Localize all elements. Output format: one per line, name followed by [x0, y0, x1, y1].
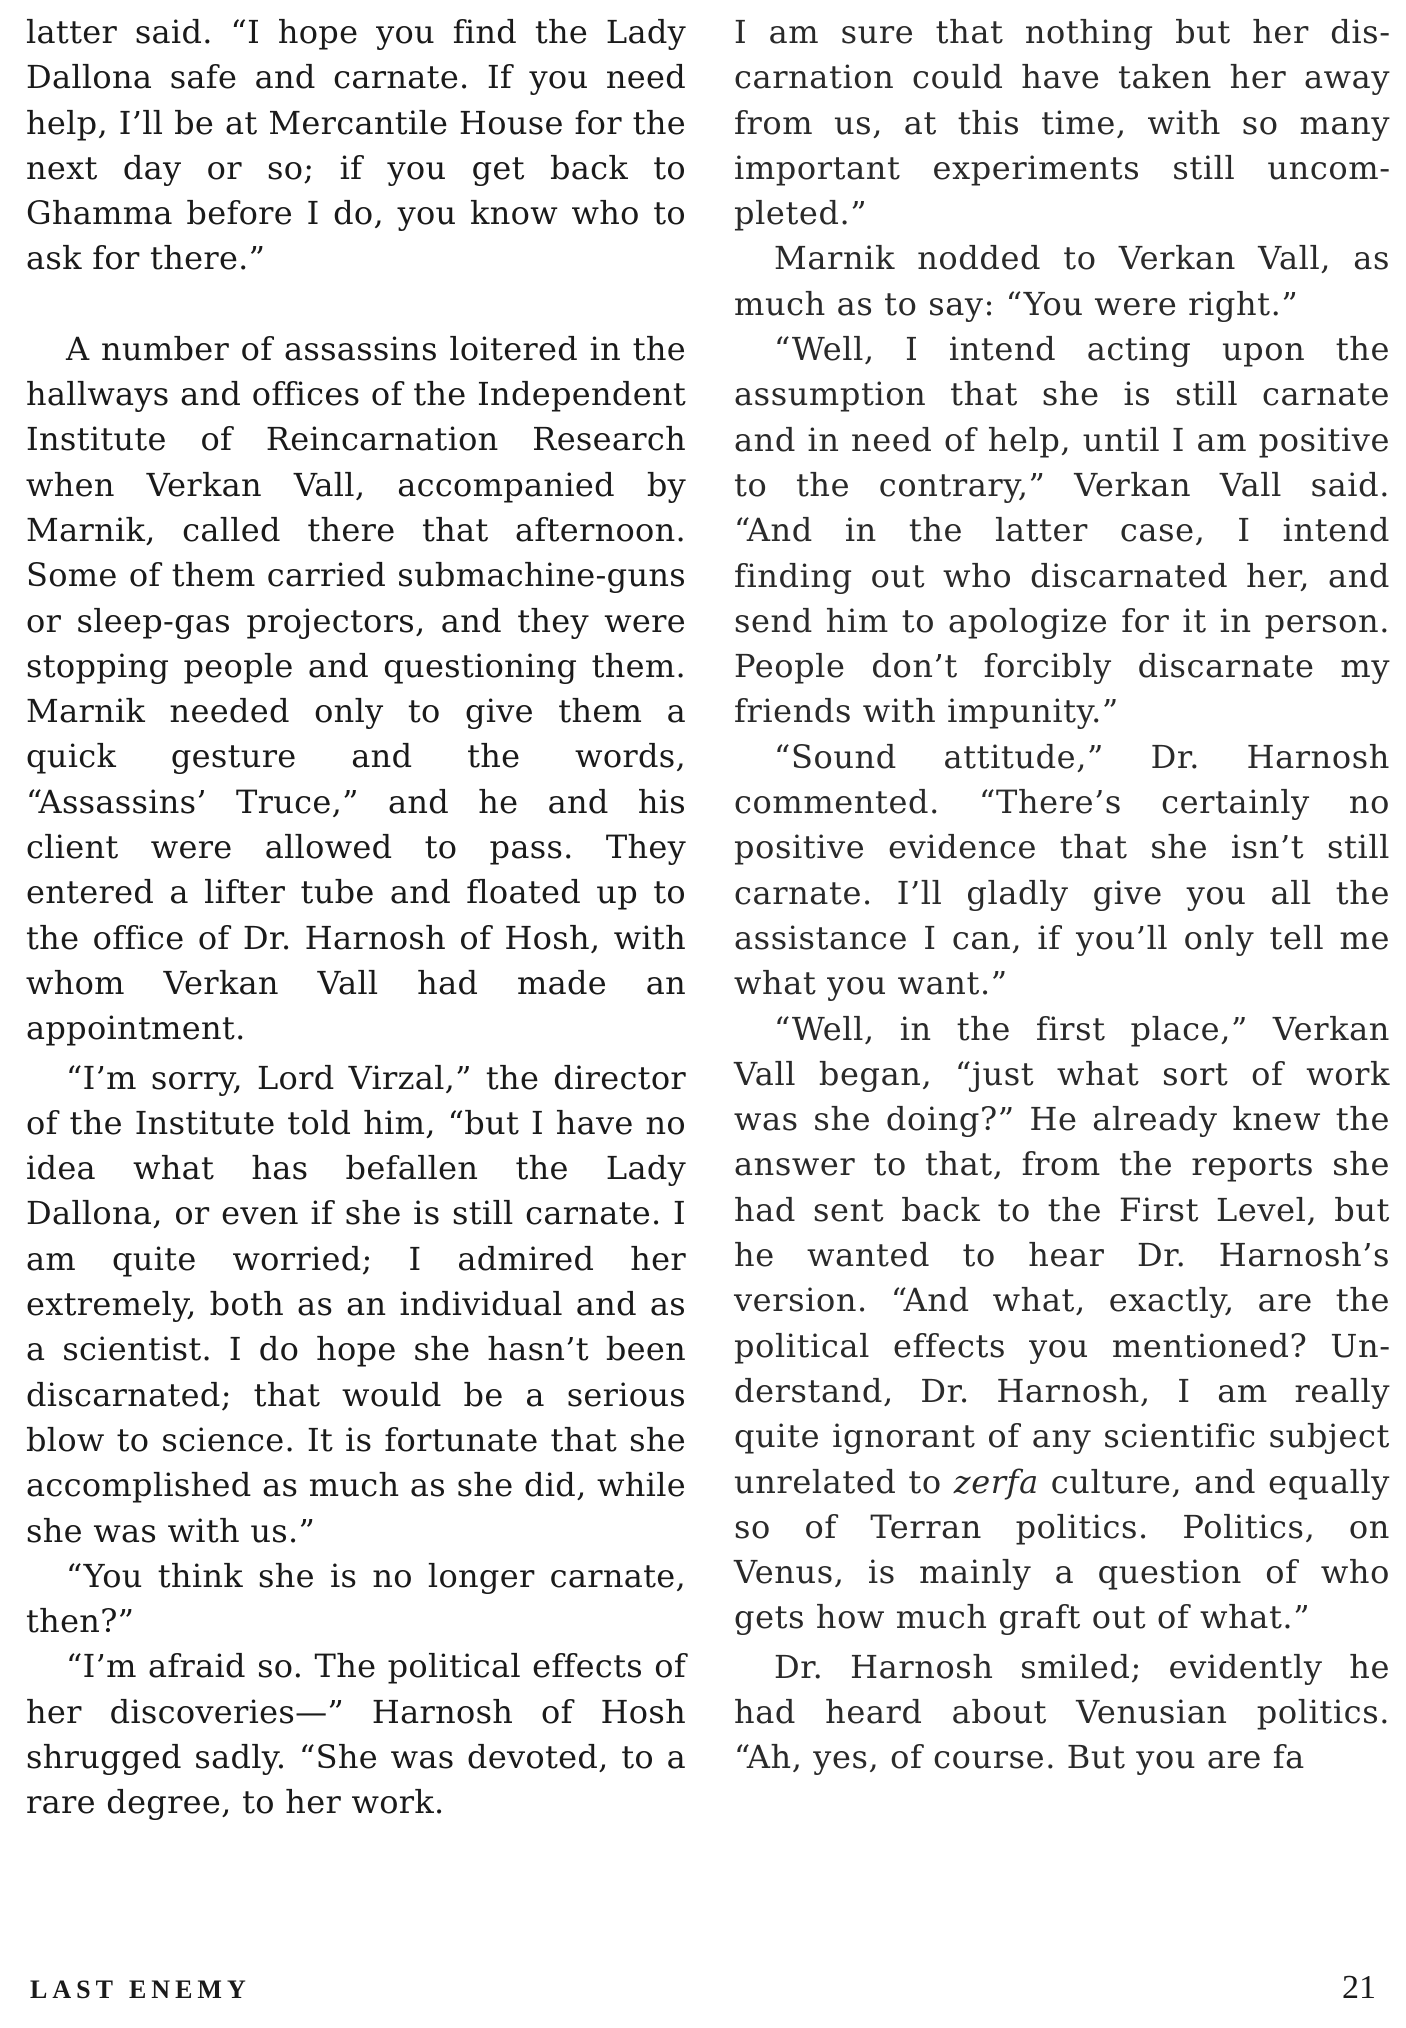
running-title: LAST ENEMY [30, 1975, 251, 2004]
paragraph: Marnik nodded to Verkan Vall, as much as to say: “You were right.” [734, 239, 1390, 323]
paragraph [734, 1007, 1390, 1641]
paragraph: I am sure that nothing but her discarnation could have taken her away from us, at this time, with so many important experiments still uncompleted.” [734, 13, 1390, 233]
right-column [734, 10, 1390, 1781]
page-footer [30, 1969, 1386, 2015]
paragraph-text: “Well, in the first place,” Verkan Vall began, “just what sort of work was she doing?” He already knew the answer to that, from the reports she had sent back to the First Level, but he wanted to hear Dr. Harnosh’s version. “And what, exactly, are the political effects you mentioned? Understand, Dr. Harnosh, I am really quite ignorant of any scientific subject unrelated to [734, 1009, 1390, 1501]
paragraph: “Sound attitude,” Dr. Harnosh commented. “There’s certainly no positive evidence that she isn’t still carnate. I’ll gladly give you all the assistance I can, if you’ll only tell me what you want.” [734, 737, 1390, 1003]
paragraph: “Well, I intend acting upon the assumption that she is still carnate and in need of help, until I am positive to the contrary,” Verkan Vall said. “And in the latter case, I intend finding out who discarnated her, and send him to apologize for it in person. People don’t forcibly discarnate my friends with impunity.” [734, 330, 1390, 731]
left-column [26, 10, 686, 1826]
paragraph: Dr. Harnosh smiled; evidently he had heard about Venusian politics. “Ah, yes, of course. But you are fa [734, 1647, 1390, 1777]
page-number: 21 [1342, 1969, 1376, 2006]
paragraph: A number of assassins loitered in the hallways and offices of the Independent Institute of Reincarnation Research when Verkan Vall, accompanied by Marnik, called there that afternoon. Some of them carried submachine-guns or sleep-gas projectors, and they were stopping people and questioning them. Marnik needed only to give them a quick gesture and the words, “Assassins’ Truce,” and he and his client were allowed to pass. They entered a lifter tube and floated up to the office of Dr. Harnosh of Hosh, with whom Verkan Vall had made an appointment. [26, 329, 686, 1048]
paragraph-text: culture, and equally so of Terran politics. Politics, on Venus, is mainly a question of who gets how much graft out of what.” [734, 1462, 1390, 1637]
paragraph: “I’m sorry, Lord Virzal,” the director of the Institute told him, “but I have no idea what has befallen the Lady Dallona, or even if she is still carnate. I am quite worried; I admired her extremely, both as an individual and as a scientist. I do hope she hasn’t been discarnated; that would be a serious blow to science. It is fortunate that she accomplished as much as she did, while she was with us.” [26, 1058, 686, 1550]
paragraph: “You think she is no longer carnate, then?” [26, 1556, 686, 1641]
paragraph: “I’m afraid so. The political effects of her discoveries—” Harnosh of Hosh shrugged sadly. “She was devoted, to a rare degree, to her work. [26, 1647, 686, 1822]
paragraph: latter said. “I hope you find the Lady Dallona safe and carnate. If you need help, I’ll be at Mercantile House for the next day or so; if you get back to Ghamma before I do, you know who to ask for there.” [26, 13, 686, 278]
italic-term: zerfa [953, 1462, 1039, 1501]
